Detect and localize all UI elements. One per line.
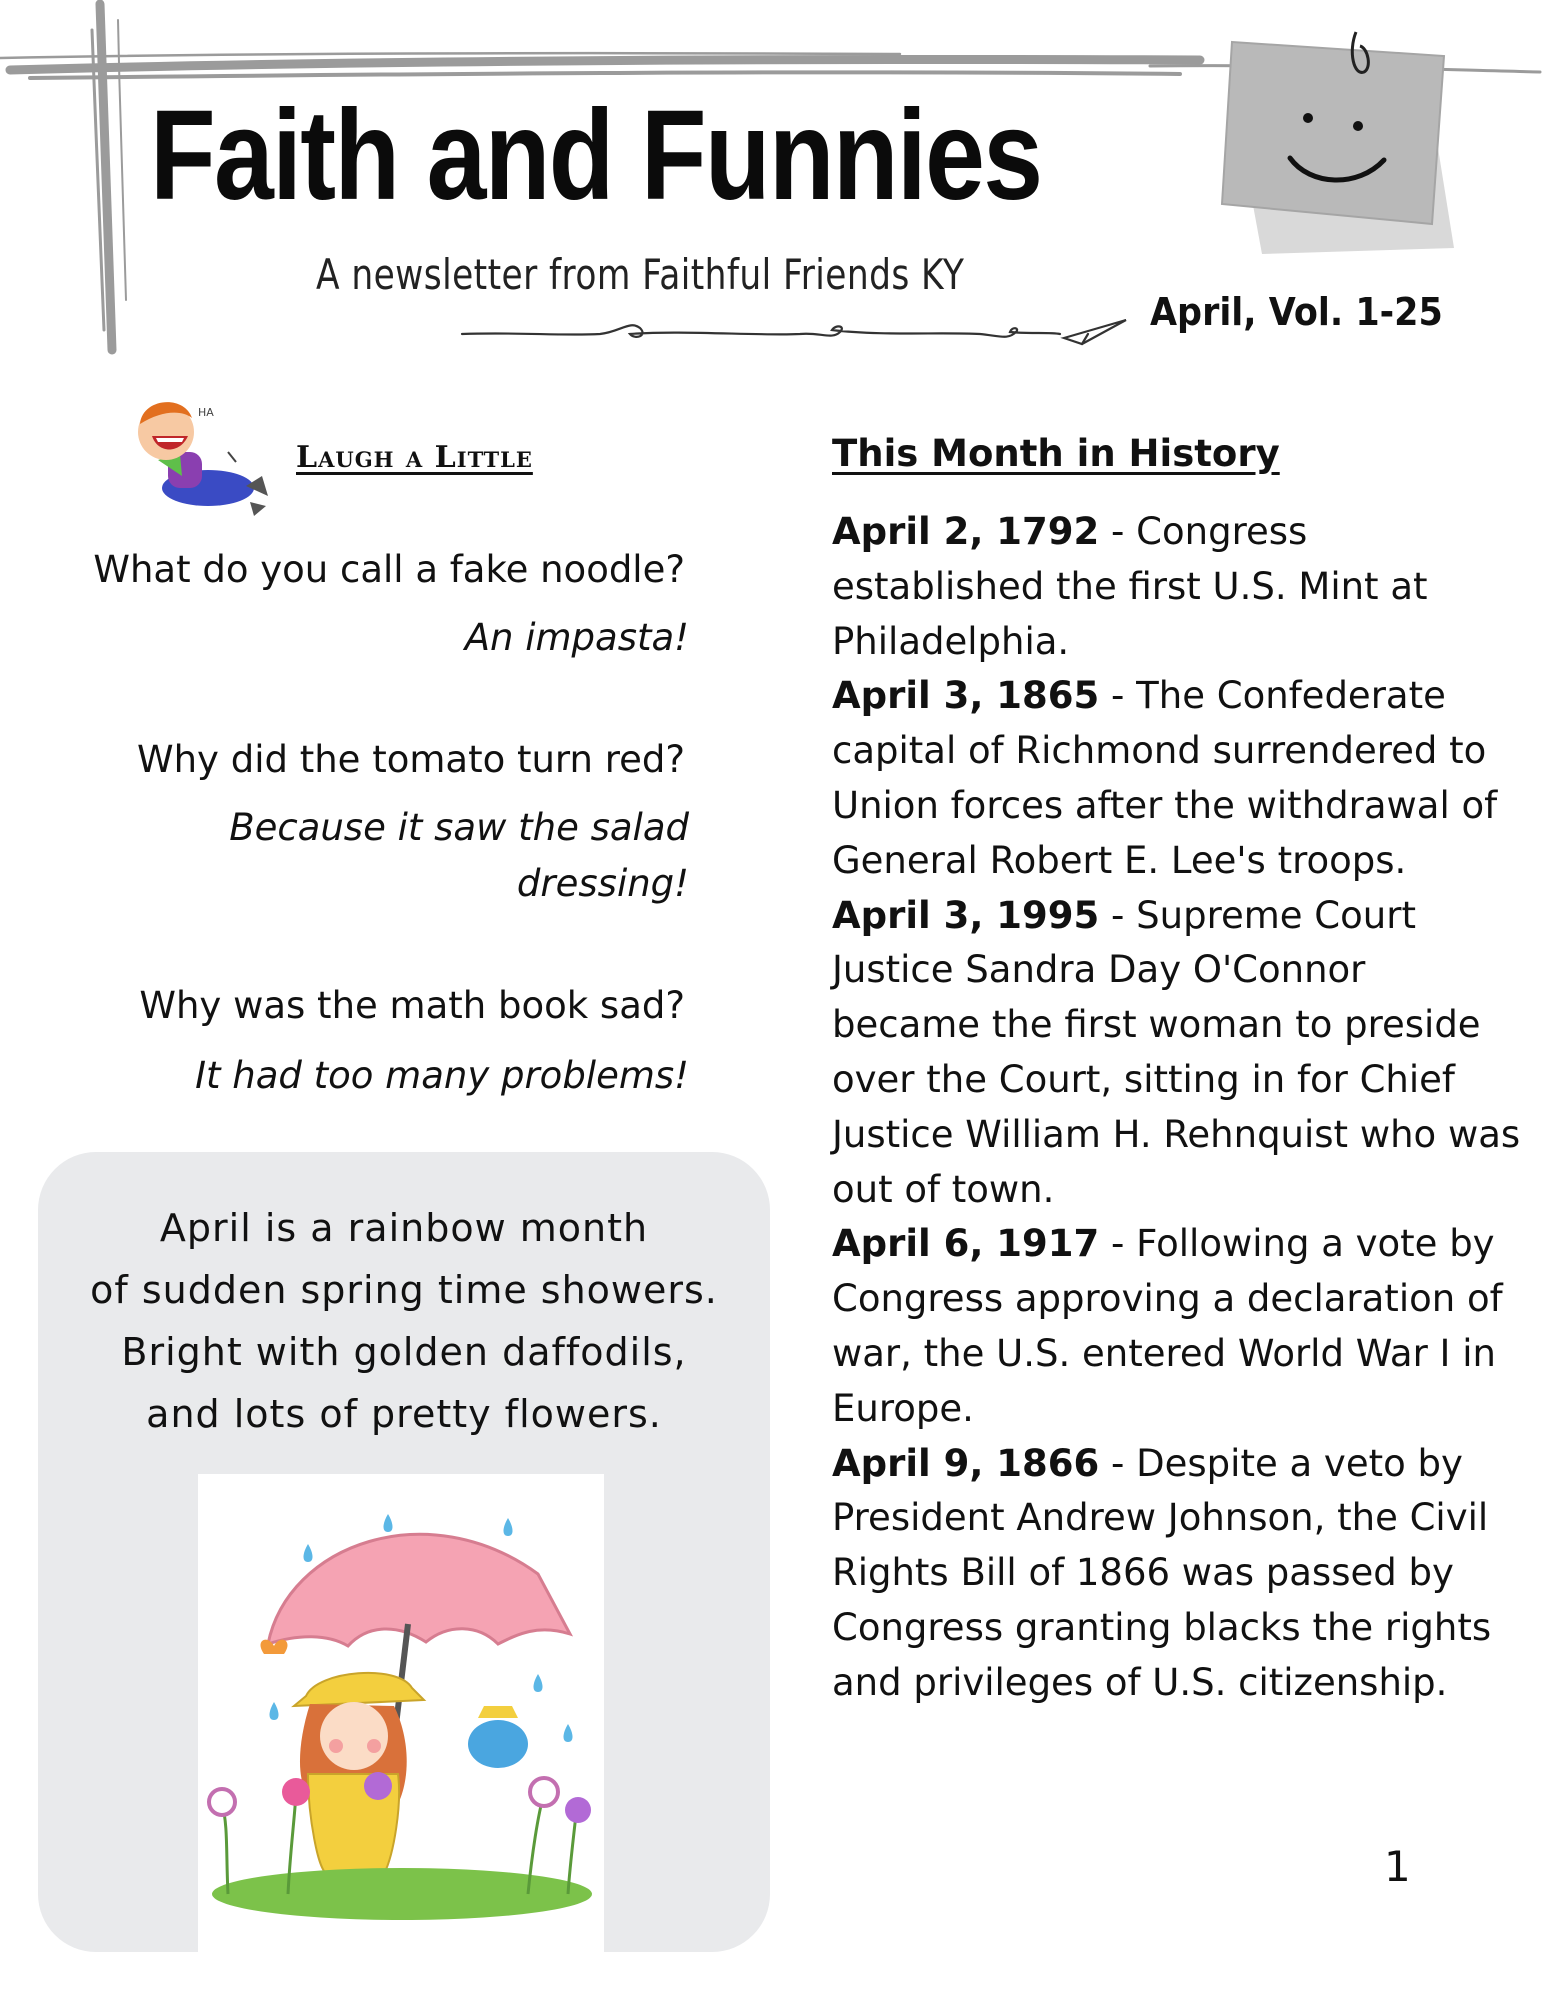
history-date: April 3, 1865 <box>832 674 1100 718</box>
newsletter-title: Faith and Funnies <box>150 84 1042 227</box>
history-text: - Supreme Court Justice Sandra Day O'Connor became the first woman to preside over the Court, sitting in for Chief Justice William H. Rehnquist who was out of town. <box>832 893 1521 1211</box>
joke-answer: Because it saw the salad <box>229 806 689 849</box>
history-date: April 9, 1866 <box>832 1441 1100 1485</box>
newsletter-subtitle: A newsletter from Faithful Friends KY <box>316 250 965 299</box>
laugh-a-little-heading: Laugh a Little <box>296 440 533 475</box>
history-text: - Congress established the first U.S. Mint at Philadelphia. <box>832 510 1428 663</box>
joke-question: Why was the math book sad? <box>139 984 685 1027</box>
page-number: 1 <box>1384 1842 1411 1891</box>
this-month-in-history-heading: This Month in History <box>832 432 1280 475</box>
history-date: April 6, 1917 <box>832 1222 1100 1266</box>
history-list <box>832 505 1522 1711</box>
smiley-sticky-note-icon <box>1218 28 1458 258</box>
poem-line: Bright with golden daffodils, <box>121 1330 687 1374</box>
history-entry <box>832 889 1522 1218</box>
poem-line: April is a rainbow month <box>159 1206 649 1250</box>
poem-line: of sudden spring time showers. <box>90 1268 718 1312</box>
history-text: - Despite a veto by President Andrew Johnson, the Civil Rights Bill of 1866 was passed by Congress granting blacks the rights and privileges of U.S. citizenship. <box>832 1441 1492 1704</box>
history-date: April 2, 1792 <box>832 510 1100 553</box>
joke-question: Why did the tomato turn red? <box>137 738 685 781</box>
history-text: - The Confederate capital of Richmond surrendered to Union forces after the withdrawal of General Robert E. Lee's troops. <box>832 674 1498 882</box>
history-date: April 3, 1995 <box>832 893 1100 937</box>
joke-answer: dressing! <box>516 862 689 905</box>
poem-line: and lots of pretty flowers. <box>146 1392 662 1436</box>
history-entry <box>832 505 1522 669</box>
decorative-swirl-line <box>460 310 1130 354</box>
girl-with-umbrella-in-rain-icon <box>198 1474 604 1952</box>
svg-text:HA: HA <box>198 406 214 419</box>
issue-label: April, Vol. 1-25 <box>1150 290 1443 334</box>
laughing-kid-icon <box>128 392 278 522</box>
joke-answer: It had too many problems! <box>195 1054 689 1097</box>
history-text: - Following a vote by Congress approving a declaration of war, the U.S. entered World War I in Europe. <box>832 1222 1503 1430</box>
history-entry <box>832 1217 1522 1436</box>
joke-question: What do you call a fake noodle? <box>93 548 685 591</box>
history-entry <box>832 1437 1522 1711</box>
joke-answer: An impasta! <box>464 616 689 659</box>
history-entry <box>832 669 1522 888</box>
